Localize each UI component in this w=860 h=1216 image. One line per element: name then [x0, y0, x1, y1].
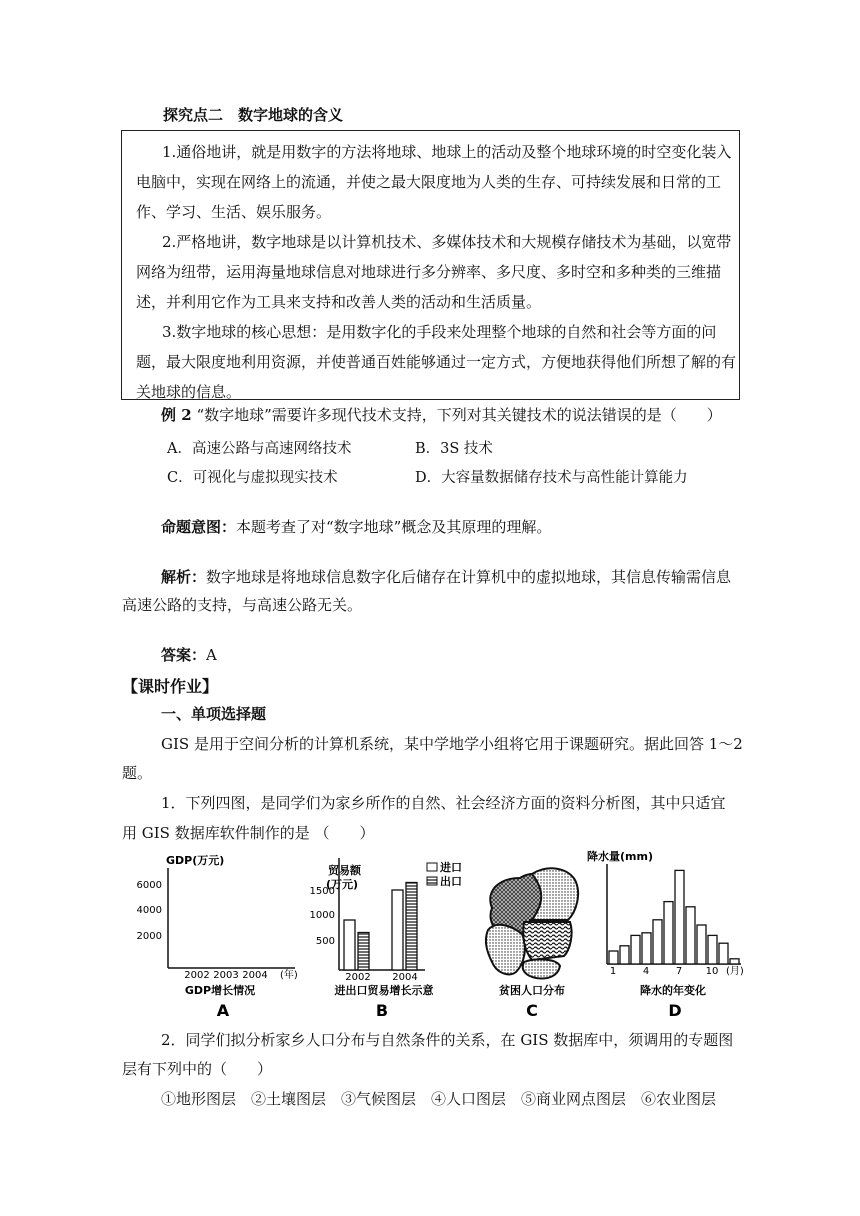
figure-b-ytick-1000: 1000 [309, 910, 335, 921]
figure-a-ytick-6000: 6000 [136, 880, 162, 891]
figure-d-bar-month-3 [631, 935, 640, 964]
example-question-text: “数字地球”需要许多现代技术支持，下列对其关键技术的说法错误的是（ ） [196, 406, 722, 424]
figure-b-ytick-500: 500 [315, 936, 335, 947]
figure-c-region-3 [486, 925, 525, 975]
homework-intro-line-1: GIS 是用于空间分析的计算机系统，某中学地学小组将它用于课题研究。据此回答 1～2 [161, 735, 743, 753]
question-1-line-2: 用 GIS 数据库软件制作的是 （ ） [122, 824, 375, 842]
figure-b-bar-export-2002 [358, 933, 369, 971]
intent [161, 516, 551, 537]
figure-a-xunit: (年) [280, 970, 298, 981]
example-label: 例 2 [161, 406, 192, 424]
figure-c-letter: C [526, 1001, 538, 1020]
figure-d-ylabel: 降水量(mm) [587, 850, 653, 863]
figure-c [486, 868, 578, 1020]
option-b: B．3S 技术 [415, 441, 493, 457]
option-a: A．高速公路与高速网络技术 [167, 441, 352, 457]
figure-d-xtick-7: 7 [675, 966, 683, 977]
analysis-line-1 [161, 566, 731, 587]
figure-c-region-5 [523, 959, 560, 978]
figure-b-legend-export: 出口 [440, 875, 462, 888]
figure-d-xtick-1: 1 [609, 966, 617, 977]
definition-paragraph-2: 2.严格地讲，数字地球是以计算机技术、多媒体技术和大规模存储技术为基础，以宽带网络为纽带，运用海量地球信息对地球进行多分辨率、多尺度、多时空和多种类的三维描述，并利用它作为工具来支持和改善人类的活动和生活质量。 [136, 233, 732, 311]
figure-d-caption: 降水的年变化 [640, 984, 706, 997]
figure-d-bar-month-5 [653, 920, 662, 964]
question-2-line-1: 2．同学们拟分析家乡人口分布与自然条件的关系，在 GIS 数据库中，须调用的专题图 [161, 1031, 734, 1049]
figure-d-bar-month-1 [609, 951, 618, 964]
figure-b-legend-export-swatch [427, 877, 437, 885]
figure-b-ytick-1500: 1500 [309, 886, 335, 897]
intent-text: 本题考查了对“数字地球”概念及其原理的理解。 [236, 518, 552, 536]
definition-box [121, 130, 740, 400]
figure-d-bar-month-4 [642, 933, 651, 964]
figure-b-legend-import: 进口 [440, 861, 462, 874]
figure-a-xtick-2004: 2004 [242, 970, 268, 981]
question-2-layers: ①地形图层 ②土壤图层 ③气候图层 ④人口图层 ⑤商业网点图层 ⑥农业图层 [161, 1090, 717, 1108]
figure-a-letter: A [216, 1001, 230, 1020]
figure-d-xunit: (月) [726, 966, 744, 977]
figure-a-xtick-2003: 2003 [213, 970, 239, 981]
definition-paragraph-3: 3.数字地球的核心思想：是用数字化的手段来处理整个地球的自然和社会等方面的问题，最大限度地利用资源，并使普通百姓能够通过一定方式，方便地获得他们所想了解的有关地球的信息。 [136, 323, 737, 401]
figure-d-bar-month-8 [686, 907, 695, 964]
figure-b-xtick-2004: 2004 [392, 972, 418, 983]
figure-b-letter: B [375, 1001, 389, 1020]
example-question [161, 404, 722, 425]
answer-value: A [206, 646, 217, 664]
figure-d-xtick-4: 4 [642, 966, 650, 977]
figure-a-ylabel: GDP(万元) [166, 854, 225, 867]
figure-d-bar-month-12 [730, 959, 739, 964]
option-d: D．大容量数据储存技术与高性能计算能力 [415, 470, 688, 486]
figure-d-bar-month-9 [697, 925, 706, 964]
intent-label: 命题意图： [161, 518, 237, 536]
figure-c-region-4 [523, 922, 571, 960]
answer-label: 答案： [161, 646, 207, 664]
figure-b-ylabel-1: 贸易额 [328, 864, 361, 877]
figure-d-xtick-10: 10 [705, 966, 719, 977]
figure-a-ytick-2000: 2000 [136, 931, 162, 942]
figure-b-caption: 进出口贸易增长示意 [334, 984, 434, 997]
figure-d [587, 849, 744, 1020]
figure-c-caption: 贫困人口分布 [499, 984, 565, 997]
analysis-line-2: 高速公路的支持，与高速公路无关。 [122, 596, 363, 614]
homework-intro-line-2: 题。 [122, 764, 153, 782]
figures-panel [120, 846, 760, 1026]
figure-d-bar-month-6 [664, 902, 673, 964]
figure-b-bar-export-2004 [406, 883, 417, 971]
figure-a-caption: GDP增长情况 [184, 984, 256, 997]
option-c: C．可视化与虚拟现实技术 [167, 470, 338, 486]
figure-a-ytick-4000: 4000 [136, 905, 162, 916]
figure-b-xtick-2002: 2002 [345, 972, 371, 983]
figure-a [137, 853, 298, 1020]
figure-a-xtick-2002: 2002 [184, 970, 210, 981]
question-1-line-1: 1．下列四图，是同学们为家乡所作的自然、社会经济方面的资料分析图，其中只适宜 [161, 794, 726, 812]
definition-paragraph-1: 1.通俗地讲，就是用数字的方法将地球、地球上的活动及整个地球环境的时空变化装入电脑中，实现在网络上的流通，并使之最大限度地为人类的生存、可持续发展和日常的工作、学习、生活、娱乐服务。 [136, 143, 732, 221]
homework-title: 【课时作业】 [122, 677, 219, 696]
figure-d-bar-month-2 [620, 946, 629, 964]
figure-d-letter: D [668, 1001, 682, 1020]
figure-b-ylabel-2: (万元) [326, 878, 359, 891]
question-2-line-2: 层有下列中的（ ） [122, 1060, 273, 1078]
figure-b [310, 858, 462, 1020]
figure-d-bar-month-7 [675, 870, 684, 964]
homework-subtitle: 一、单项选择题 [161, 705, 267, 723]
figure-d-bar-month-10 [708, 935, 717, 964]
answer [161, 644, 217, 665]
figure-b-bar-import-2002 [344, 920, 355, 970]
figure-b-legend-import-swatch [427, 863, 437, 871]
figure-d-bar-month-11 [719, 943, 728, 964]
figure-b-bar-import-2004 [392, 890, 403, 970]
analysis-text-1: 数字地球是将地球信息数字化后储存在计算机中的虚拟地球，其信息传输需信息 [206, 568, 732, 586]
section-title: 探究点二 数字地球的含义 [163, 106, 344, 124]
analysis-label: 解析： [161, 568, 207, 586]
